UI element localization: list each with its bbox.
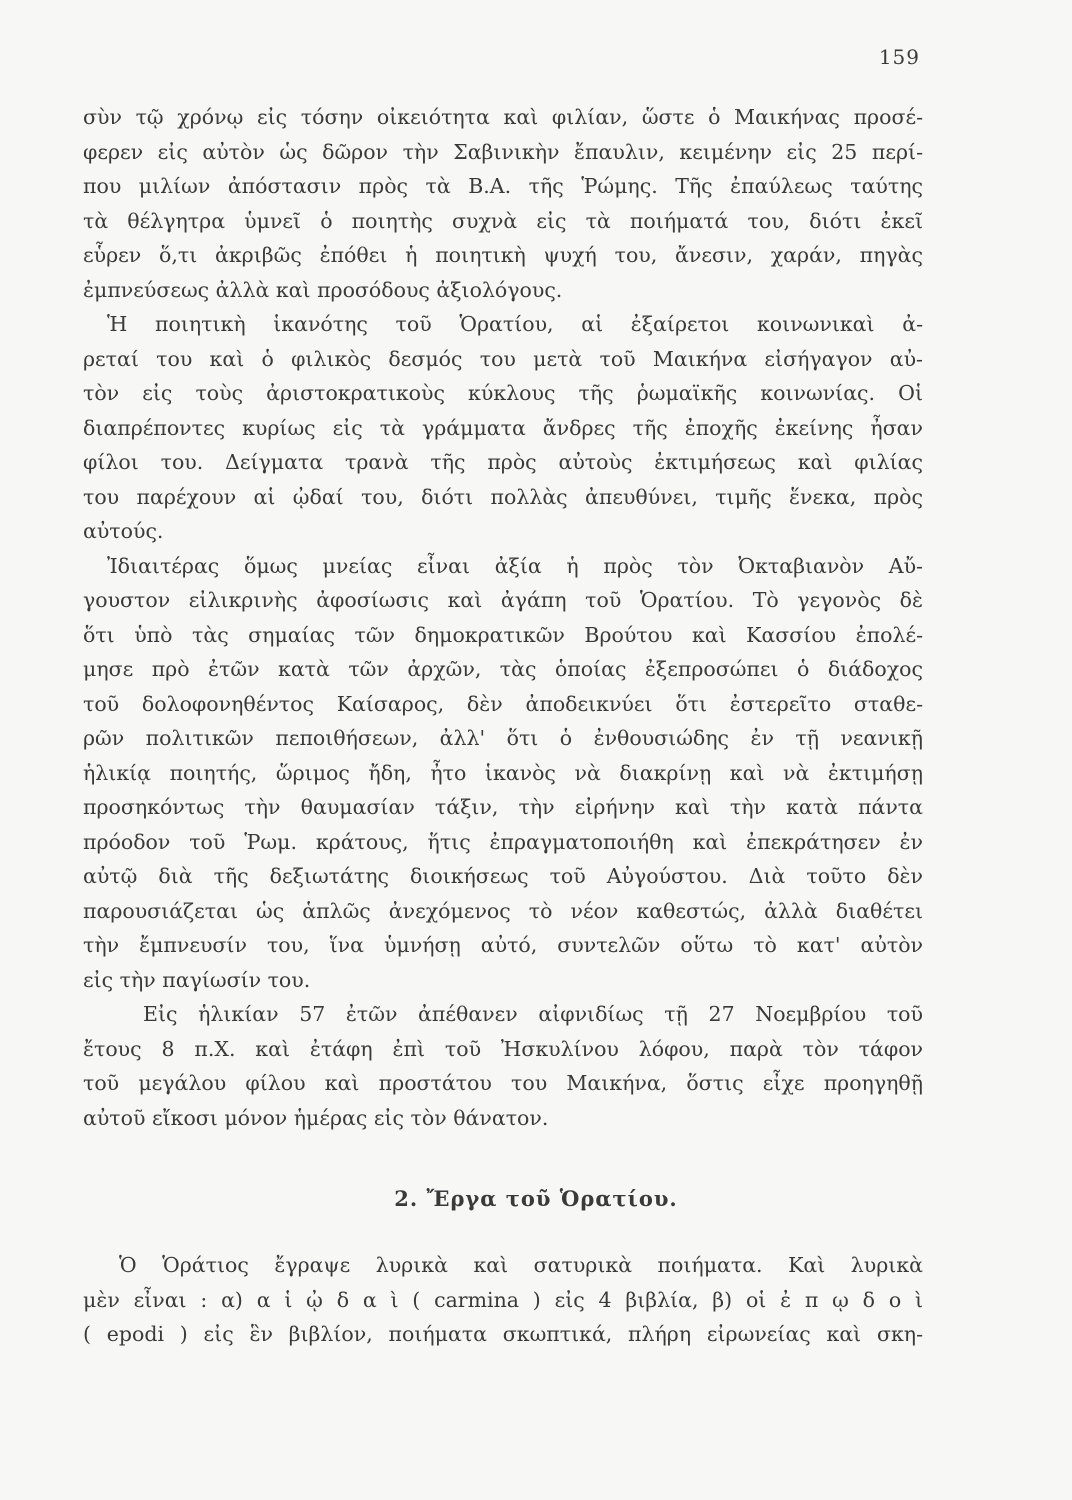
text-line: πρόοδον τοῦ Ῥωμ. κράτους, ἥτις ἐπραγματοποιήθη καὶ ἐπεκράτησεν ἐν [83, 829, 923, 854]
text-line: Ἡ ποιητικὴ ἱκανότης τοῦ Ὁρατίου, αἱ ἐξαίρετοι κοινωνικαὶ ἀ- [107, 312, 923, 336]
text-line: ἡλικίᾳ ποιητής, ὥριμος ἤδη, ἦτο ἱκανὸς νὰ διακρίνῃ καὶ νὰ ἐκτιμήσῃ [83, 760, 923, 785]
main-text-block [83, 100, 923, 1135]
text-line: τὰ θέλγητρα ὑμνεῖ ὁ ποιητὴς συχνὰ εἰς τὰ ποιήματά του, διότι ἐκεῖ [83, 208, 923, 233]
text-line: ὅτι ὑπὸ τὰς σημαίας τῶν δημοκρατικῶν Βρούτου καὶ Κασσίου ἐπολέ- [83, 622, 923, 647]
text-line: προσηκόντως τὴν θαυμασίαν τάξιν, τὴν εἰρήνην καὶ τὴν κατὰ πάντα [83, 795, 923, 819]
text-line: εἰς τὴν παγίωσίν του. [83, 967, 311, 992]
text-line: γουστον εἰλικρινὴς ἀφοσίωσις καὶ ἀγάπη τοῦ Ὁρατίου. Τὸ γεγονὸς δὲ [83, 588, 923, 612]
text-line: ρεταί του καὶ ὁ φιλικὸς δεσμός του μετὰ τοῦ Μαικήνα εἰσήγαγον αὐ- [83, 346, 923, 371]
text-line: τοῦ δολοφονηθέντος Καίσαρος, δὲν ἀποδεικνύει ὅτι ἐστερεῖτο σταθε- [83, 691, 923, 716]
text-line: παρουσιάζεται ὡς ἁπλῶς ἀνεχόμενος τὸ νέον καθεστώς, ἀλλὰ διαθέτει [83, 898, 923, 923]
text-line: ( epodi ) εἰς ἓν βιβλίον, ποιήματα σκωπτικά, πλήρη εἰρωνείας καὶ σκη- [83, 1322, 923, 1346]
page-number: 159 [878, 45, 920, 69]
text-line: φερεν εἰς αὐτὸν ὡς δῶρον τὴν Σαβινικὴν ἔπαυλιν, κειμένην εἰς 25 περί- [83, 139, 923, 164]
text-line: τοῦ μεγάλου φίλου καὶ προστάτου του Μαικήνα, ὅστις εἶχε προηγηθῇ [83, 1071, 923, 1095]
text-line: Εἰς ἡλικίαν 57 ἐτῶν ἀπέθανεν αἰφνιδίως τῇ 27 Νοεμβρίου τοῦ [143, 1002, 923, 1026]
text-line: ἐμπνεύσεως ἀλλὰ καὶ προσόδους ἀξιολόγους. [83, 277, 563, 302]
text-line: Ὁ Ὁράτιος ἔγραψε λυρικὰ καὶ σατυρικὰ ποιήματα. Καὶ λυρικὰ [119, 1253, 923, 1277]
text-line: ἔτους 8 π.Χ. καὶ ἐτάφη ἐπὶ τοῦ Ἠσκυλίνου λόφου, παρὰ τὸν τάφον [83, 1036, 923, 1061]
text-line: του παρέχουν αἱ ᾠδαί του, διότι πολλὰς ἀπευθύνει, τιμῆς ἕνεκα, πρὸς [83, 484, 923, 509]
text-line: εὗρεν ὅ,τι ἀκριβῶς ἐπόθει ἡ ποιητικὴ ψυχή του, ἄνεσιν, χαράν, πηγὰς [83, 243, 923, 267]
text-line: αὐτοῦ εἴκοσι μόνον ἡμέρας εἰς τὸν θάνατον. [83, 1105, 549, 1130]
text-line: τὸν εἰς τοὺς ἀριστοκρατικοὺς κύκλους τῆς ῥωμαϊκῆς κοινωνίας. Οἱ [83, 381, 923, 405]
text-line: Ἰδιαιτέρας ὅμως μνείας εἶναι ἀξία ἡ πρὸς τὸν Ὀκταβιανὸν Αὔ- [107, 553, 923, 578]
text-line: φίλοι του. Δείγματα τρανὰ τῆς πρὸς αὐτοὺς ἐκτιμήσεως καὶ φιλίας [83, 450, 923, 474]
text-line: διαπρέποντες κυρίως εἰς τὰ γράμματα ἄνδρες τῆς ἐποχῆς ἐκείνης ἦσαν [83, 415, 923, 440]
text-line: σὺν τῷ χρόνῳ εἰς τόσην οἰκειότητα καὶ φιλίαν, ὥστε ὁ Μαικήνας προσέ- [83, 105, 923, 129]
text-line: που μιλίων ἀπόστασιν πρὸς τὰ Β.Α. τῆς Ῥώμης. Τῆς ἐπαύλεως ταύτης [83, 174, 923, 198]
section-text-block [83, 1248, 923, 1352]
text-line: αὐτούς. [83, 519, 164, 543]
text-line: μὲν εἶναι : α) α ἱ ᾠ δ α ὶ ( carmina ) εἰς 4 βιβλία, β) οἱ ἐ π ῳ δ ο ὶ [83, 1287, 923, 1312]
text-line: ρῶν πολιτικῶν πεποιθήσεων, ἀλλ' ὅτι ὁ ἐνθουσιώδης ἐν τῇ νεανικῇ [83, 726, 923, 750]
text-line: μησε πρὸ ἐτῶν κατὰ τῶν ἀρχῶν, τὰς ὁποίας ἐξεπροσώπει ὁ διάδοχος [83, 657, 923, 681]
text-line: τὴν ἔμπνευσίν του, ἵνα ὑμνήσῃ αὐτό, συντελῶν οὕτω τὸ κατ' αὐτὸν [83, 933, 923, 957]
text-line: αὐτῷ διὰ τῆς δεξιωτάτης διοικήσεως τοῦ Αὐγούστου. Διὰ τοῦτο δὲν [83, 864, 923, 888]
section-heading: 2. Ἔργα τοῦ Ὁρατίου. [394, 1186, 678, 1211]
